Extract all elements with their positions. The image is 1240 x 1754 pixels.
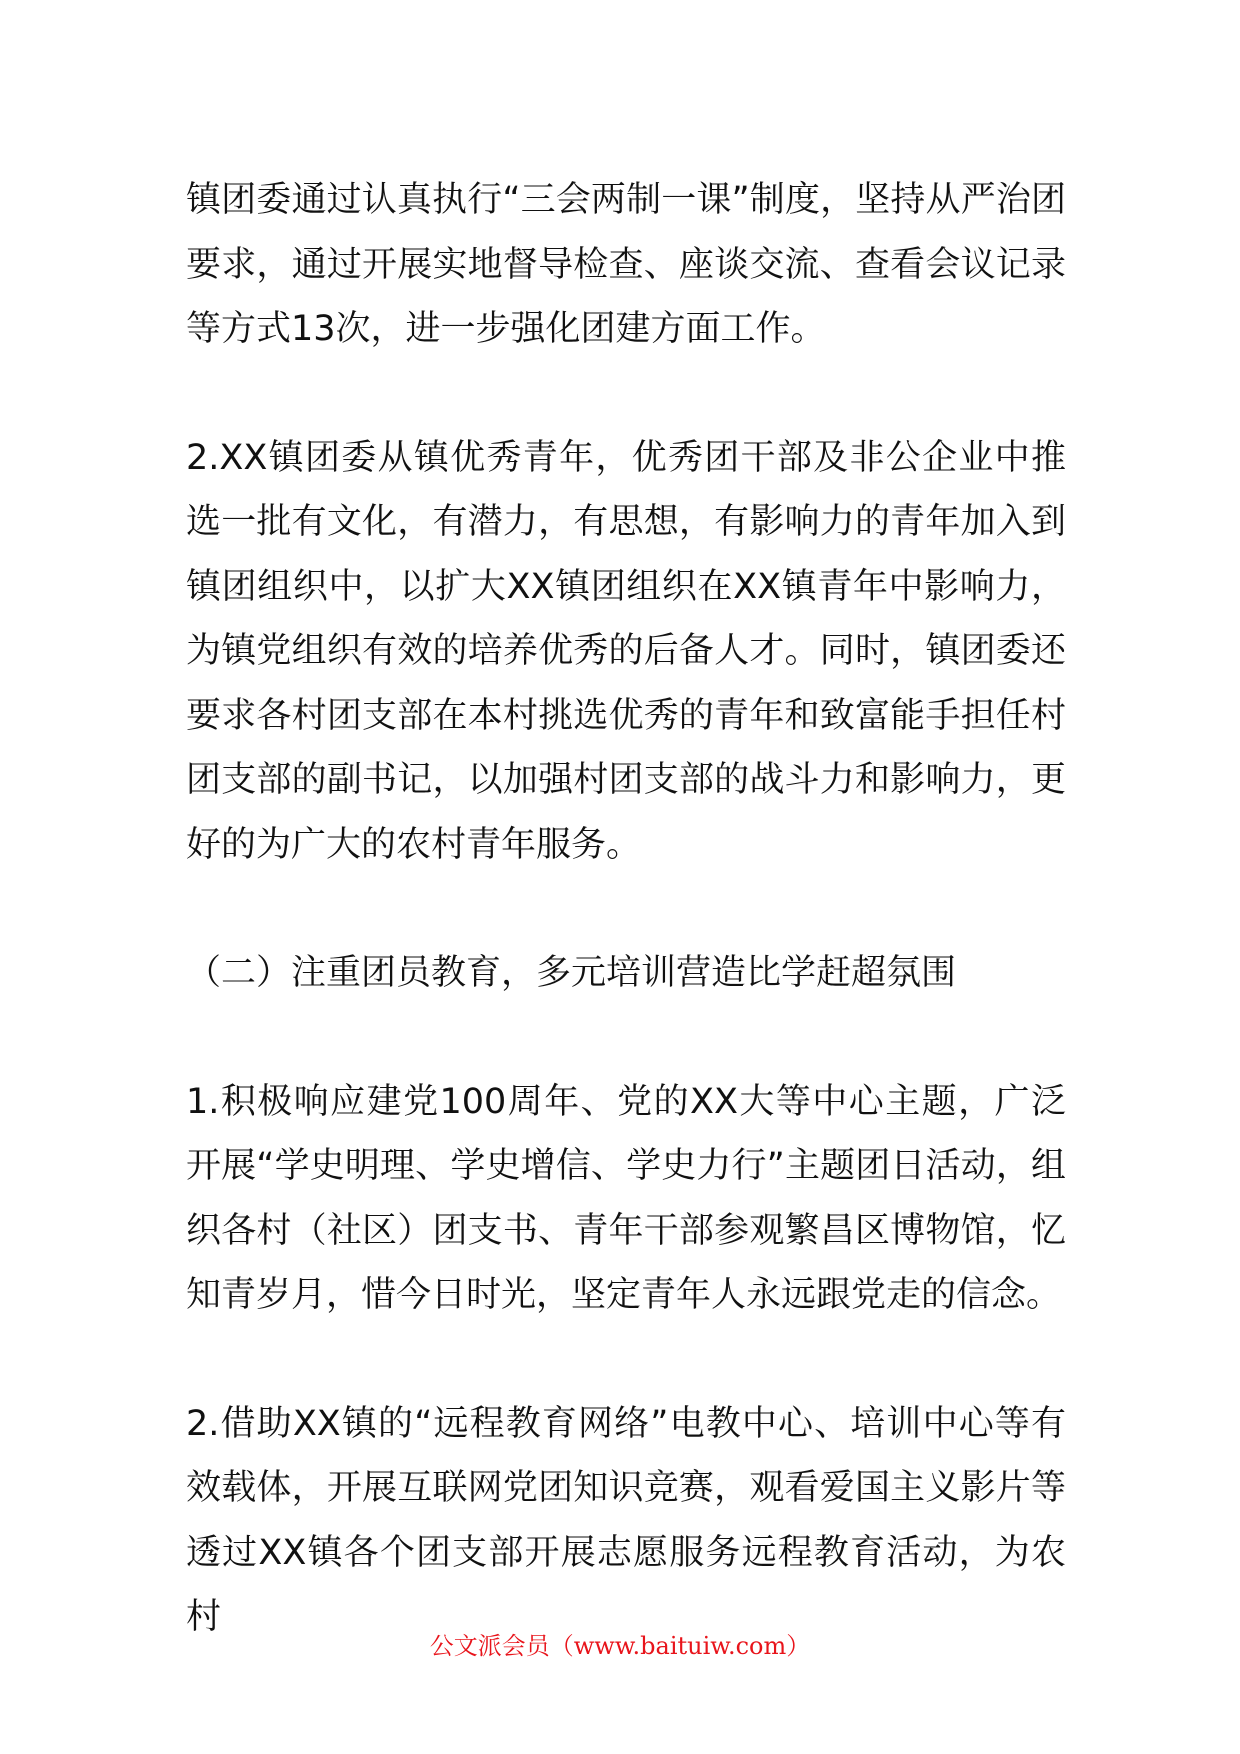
paragraph-1: 镇团委通过认真执行“三会两制一课”制度，坚持从严治团要求，通过开展实地督导检查、座谈交流、查看会议记录等方式13次，进一步强化团建方面工作。 bbox=[186, 180, 1066, 349]
paragraph-3: 1.积极响应建党100周年、党的XX大等中心主题，广泛开展“学史明理、学史增信、学史力行”主题团日活动，组织各村（社区）团支书、青年干部参观繁昌区博物馆，忆知青岁月，惜今日时光，坚定青年人永远跟党走的信念。 bbox=[186, 1081, 1066, 1315]
paragraph-2: 2.XX镇团委从镇优秀青年，优秀团干部及非公企业中推选一批有文化，有潜力，有思想，有影响力的青年加入到镇团组织中，以扩大XX镇团组织在XX镇青年中影响力，为镇党组织有效的培养优秀的后备人才。同时，镇团委还要求各村团支部在本村挑选优秀的青年和致富能手担任村团支部的副书记，以加强村团支部的战斗力和影响力，更好的为广大的农村青年服务。 bbox=[186, 437, 1066, 865]
footer-watermark: 公文派会员（www.baituiw.com） bbox=[429, 1632, 811, 1660]
document-body bbox=[186, 168, 1066, 1650]
paragraph-4: 2.借助XX镇的“远程教育网络”电教中心、培训中心等有效载体，开展互联网党团知识竞赛，观看爱国主义影片等透过XX镇各个团支部开展志愿服务远程教育活动，为农村 bbox=[186, 1403, 1066, 1637]
section-heading: （二）注重团员教育，多元培训营造比学赶超氛围 bbox=[186, 953, 957, 993]
